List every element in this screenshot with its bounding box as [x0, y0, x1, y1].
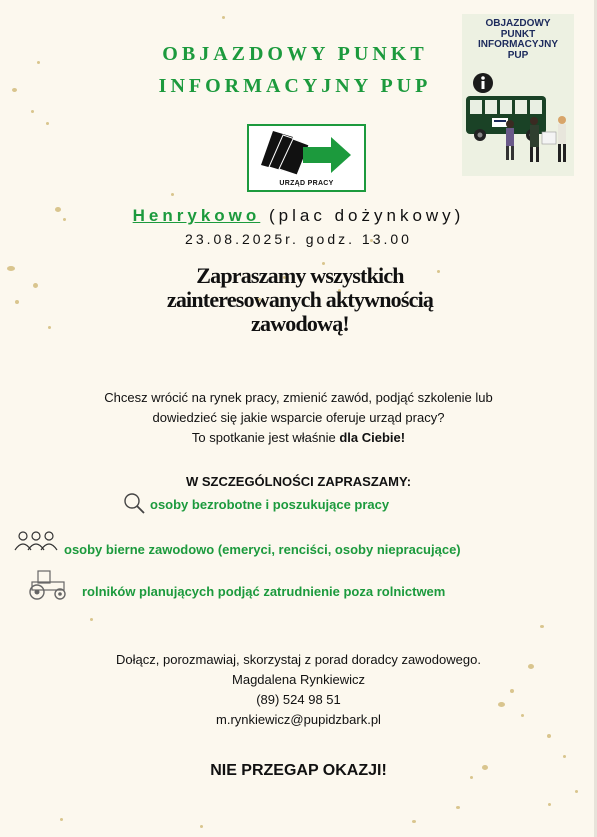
info-point-badge	[462, 14, 574, 176]
list-item-unemployed: osoby bezrobotne i poszukujące pracy	[150, 497, 390, 512]
list-item-inactive: osoby bierne zawodowo (emeryci, renciści, osoby niepracujące)	[64, 542, 461, 557]
info-icon	[473, 73, 493, 93]
contact-intro: Dołącz, porozmawiaj, skorzystaj z porad doradcy zawodowego.	[116, 652, 481, 667]
urzad-pracy-logo-icon	[249, 127, 364, 177]
intro-line-1: Chcesz wrócić na rynek pracy, zmienić zawód, podjąć szkolenie lub	[104, 390, 493, 405]
people-icon	[12, 530, 60, 552]
badge-title	[462, 19, 574, 61]
intro-paragraph	[40, 388, 557, 448]
contact-block	[40, 650, 557, 730]
headline	[90, 264, 510, 336]
badge-line-3: INFORMACYJNY	[477, 39, 558, 50]
badge-line-1: OBJAZDOWY	[485, 18, 551, 29]
intro-line-3	[40, 428, 557, 448]
urzad-pracy-logo	[247, 124, 366, 192]
event-place-detail: (plac dożynkowy)	[260, 206, 465, 225]
invite-heading: W SZCZEGÓLNOŚCI ZAPRASZAMY:	[185, 474, 412, 489]
event-location	[0, 206, 597, 226]
intro-line-2: dowiedzieć się jakie wsparcie oferuje urząd pracy?	[152, 410, 445, 425]
magnifier-icon	[122, 491, 146, 515]
tractor-icon	[24, 568, 70, 600]
call-to-action: NIE PRZEGAP OKAZJI!	[210, 762, 387, 779]
title-line-1: OBJAZDOWY PUNKT	[162, 43, 428, 65]
intro-line-3-text: To spotkanie jest właśnie	[191, 430, 340, 445]
logo-label: URZĄD PRACY	[279, 180, 334, 187]
title-line-2: INFORMACYJNY PUP	[158, 75, 432, 97]
event-datetime: 23.08.2025r. godz. 13.00	[185, 231, 412, 247]
contact-email: m.rynkiewicz@pupidzbark.pl	[216, 712, 381, 727]
event-place: Henrykowo	[132, 206, 261, 225]
contact-name: Magdalena Rynkiewicz	[232, 672, 365, 687]
list-item-farmers: rolników planujących podjąć zatrudnienie poza rolnictwem	[82, 584, 446, 599]
headline-line-2: zainteresowanych aktywnością	[166, 287, 434, 312]
badge-line-4: PUP	[507, 49, 529, 61]
headline-line-1: Zapraszamy wszystkich	[196, 263, 404, 288]
headline-line-3: zawodową!	[251, 311, 349, 336]
badge-line-2: PUNKT	[500, 28, 536, 40]
page-title	[130, 38, 460, 102]
bus-illustration	[462, 66, 574, 176]
contact-phone: (89) 524 98 51	[256, 692, 341, 707]
intro-line-3-emphasis: dla Ciebie!	[339, 430, 406, 445]
